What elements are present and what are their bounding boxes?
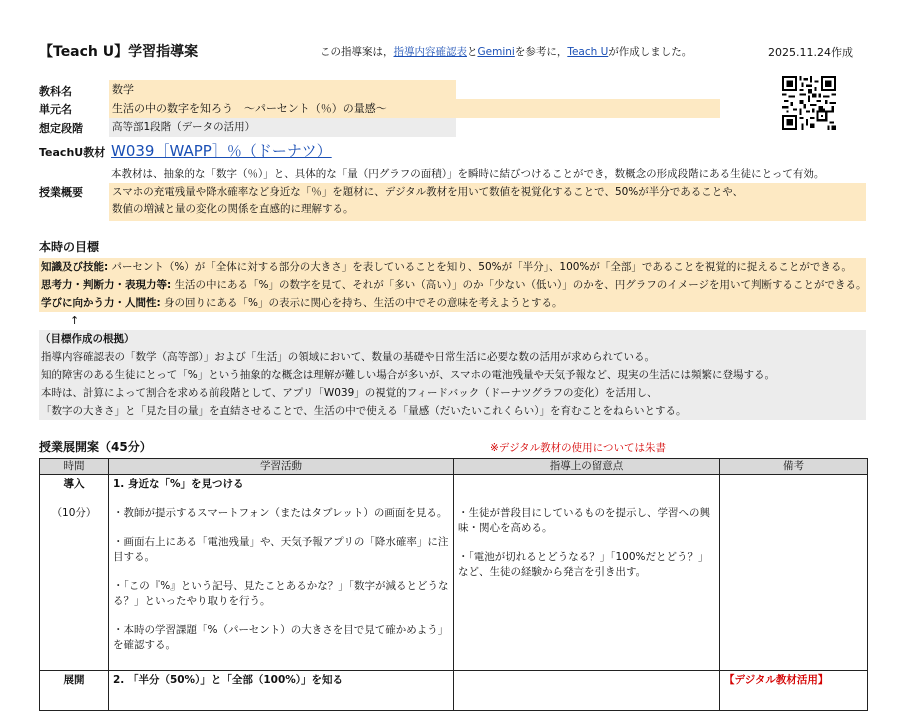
basis-line-3: 本時は、計算によって割合を求める前段階として、アプリ「W039」の視覚的フィードバック（ドーナツグラフの変化）を活用し、 [41,387,658,399]
time-duration: （10分） [51,507,97,519]
page-title: 【Teach U】学習指導案 [39,44,199,60]
col-header-activity: 学習活動 [109,459,454,475]
row-remarks-cell [720,671,868,711]
time-phase: 導入 [63,478,85,490]
credit-prefix: この指導案は， [320,46,394,58]
plan-note: ※デジタル教材の使用については朱書 [490,442,666,454]
unit-value: 生活の中の数字を知ろう ～パーセント（％）の量感～ [109,99,720,118]
summary-line-3: 数値の増減と量の変化の関係を直感的に理解する。 [112,203,354,215]
goals-box [39,258,866,312]
unit-label: 単元名 [39,103,72,116]
activity-item: ・画面右上にある「電池残量」や、天気予報アプリの「降水確率」に注目する。 [113,536,449,563]
goal-knowledge [39,258,866,276]
material-link[interactable]: W039［WAPP］％（ドーナツ） [111,142,332,160]
level-value: 高等部1段階（データの活用） [109,118,456,137]
goal-attitude-label: 学びに向かう力・人間性: [41,297,161,309]
summary-label: 授業概要 [39,186,83,199]
goal-attitude-text: 身の回りにある「%」の表示に関心を持ち、生活の中でその意味を考えようとする。 [160,297,563,309]
col-header-notes: 指導上の留意点 [454,459,720,475]
col-header-time: 時間 [40,459,109,475]
credit-line [320,45,692,60]
basis-line-4: 「数字の大きさ」と「見た目の量」を直結させることで、生活の中で使える「量感（だいたいこれくらい）」を育むことをねらいとする。 [41,405,687,417]
material-label: TeachU教材 [39,146,106,159]
table-row [40,671,868,711]
row-time-cell [40,671,109,711]
basis-line-2: 知的障害のある生徒にとって「%」という抽象的な概念は理解が難しい場合が多いが、スマホの電池残量や天気予報など、現実の生活には頻繁に登場する。 [41,369,776,381]
row-notes-cell [454,671,720,711]
credit-suffix: が作成しました。 [608,46,693,58]
goal-knowledge-text: パーセント（%）が「全体に対する部分の大きさ」を表していることを知り、50%が「半分」、100%が「全部」であることを視覚的に捉えることができる。 [108,261,852,273]
activity-item: ・本時の学習課題「%（パーセント）の大きさを目で見て確かめよう」を確認する。 [113,624,449,651]
row-notes-cell [454,475,720,671]
link-teachu[interactable]: Teach U [567,46,609,58]
subject-label: 教科名 [39,85,72,98]
summary-line-2: スマホの充電残量や降水確率など身近な「％」を題材に、デジタル教材を用いて数値を視覚化することで、50%が半分であることや、 [112,186,744,198]
credit-mid2: を参考に， [514,46,568,58]
activity-title: 2. 「半分（50%）」と「全部（100%）」を知る [113,674,344,686]
level-label: 想定段階 [39,122,83,135]
row-time-cell [40,475,109,671]
goals-heading: 本時の目標 [39,240,100,254]
credit-mid: と [467,46,478,58]
note-item: ・「電池が切れるとどうなる？」「100%だとどう？」など、生徒の経験から発言を引き出す。 [458,551,709,578]
time-phase: 展開 [63,674,85,686]
table-row [40,475,868,671]
activity-title: 1. 身近な「%」を見つける [113,478,244,490]
qr-code-icon[interactable] [782,76,836,130]
col-header-remarks: 備考 [720,459,868,475]
goal-thinking-text: 生活の中にある「%」の数字を見て、それが「多い（高い）」のか「少ない（低い）」のかを、円グラフのイメージを用いて判断することができる。 [171,279,867,291]
summary-box [109,183,866,221]
note-item: ・生徒が普段目にしているものを提示し、学習への興味・関心を高める。 [458,507,710,534]
row-remarks-cell [720,475,868,671]
basis-line-1: 指導内容確認表の「数学（高等部）」および「生活」の領域において、数量の基礎や日常生活に必要な数の活用が求められている。 [41,351,656,363]
lesson-plan-table [39,458,868,711]
goal-attitude [39,294,866,312]
goal-thinking [39,276,866,294]
remark-digital: 【デジタル教材活用】 [724,674,829,686]
activity-item: ・教師が提示するスマートフォン（またはタブレット）の画面を見る。 [113,507,448,519]
row-activity-cell [109,475,454,671]
row-activity-cell [109,671,454,711]
link-gemini[interactable]: Gemini [477,46,515,58]
subject-value: 数学 [109,80,456,99]
table-header-row [40,459,868,475]
plan-heading: 授業展開案（45分） [39,440,152,454]
up-arrow-icon: ↑ [70,314,80,327]
goal-knowledge-label: 知識及び技能: [41,261,109,273]
basis-box [39,330,866,420]
created-date: 2025.11.24作成 [768,46,853,59]
goal-thinking-label: 思考力・判断力・表現力等: [41,279,172,291]
link-content-table[interactable]: 指導内容確認表 [393,46,467,58]
basis-heading: （目標作成の根拠） [40,333,135,345]
summary-line-1: 本教材は、抽象的な「数字（％）」と、具体的な「量（円グラフの面積）」を瞬時に結びつけることができ，数概念の形成段階にある生徒にとって有効。 [111,168,825,180]
activity-item: ・「この『%』という記号、見たことあるかな？」「数字が減るとどうなる？」といったやり取りを行う。 [113,580,449,607]
